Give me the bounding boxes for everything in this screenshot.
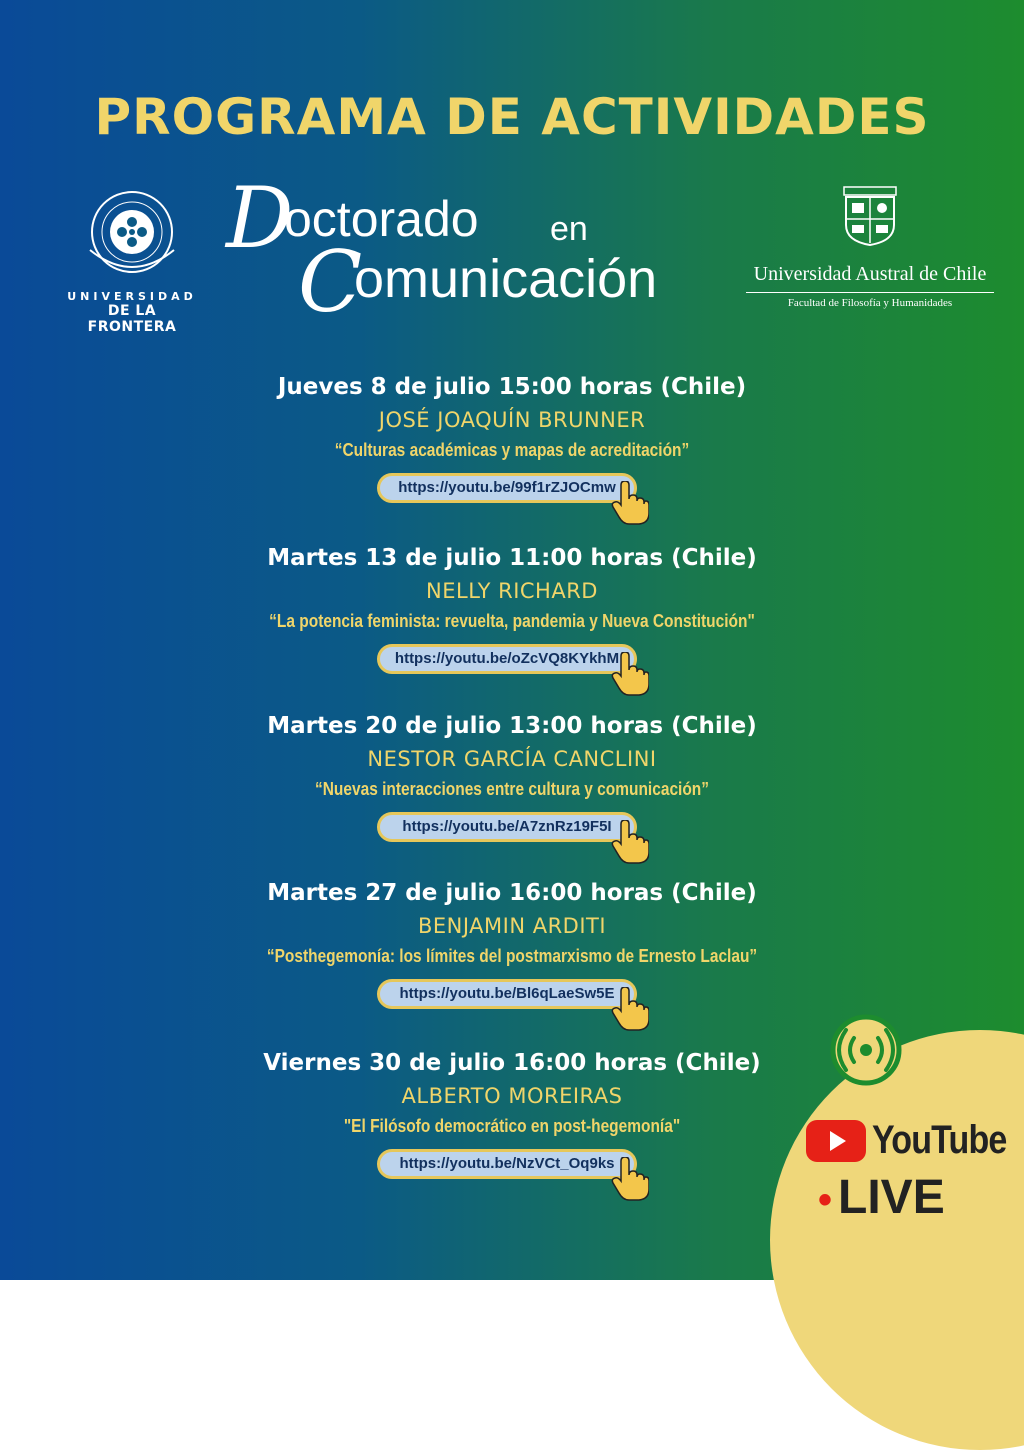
pointing-hand-icon bbox=[609, 820, 649, 864]
live-text: LIVE bbox=[838, 1171, 945, 1224]
uach-faculty: Facultad de Filosofía y Humanidades bbox=[787, 297, 953, 309]
event-link-button[interactable] bbox=[377, 812, 647, 852]
event-link-button[interactable] bbox=[377, 644, 647, 684]
event-talk: “Culturas académicas y mapas de acreditación” bbox=[334, 440, 690, 460]
event-link-button[interactable] bbox=[377, 473, 647, 513]
event-speaker: ALBERTO MOREIRAS bbox=[401, 1084, 623, 1108]
event-talk: “Posthegemonía: los límites del postmarxismo de Ernesto Laclau” bbox=[266, 946, 758, 966]
event-date: Martes 20 de julio 13:00 horas (Chile) bbox=[267, 713, 757, 739]
doctorado-logo bbox=[226, 170, 746, 330]
live-dot: • bbox=[818, 1178, 833, 1222]
event-link[interactable]: https://youtu.be/A7znRz19F5I bbox=[377, 812, 637, 842]
event-link[interactable]: https://youtu.be/99f1rZJOCmw bbox=[377, 473, 637, 503]
event-link[interactable]: https://youtu.be/NzVCt_Oq9ks bbox=[377, 1149, 637, 1179]
event-link-button[interactable] bbox=[377, 979, 647, 1019]
uach-logo bbox=[746, 185, 994, 309]
doctorado-initial-d: D bbox=[226, 169, 294, 267]
doctorado-en: en bbox=[550, 210, 588, 248]
ufro-line1: UNIVERSIDAD bbox=[67, 290, 197, 303]
event-talk: “La potencia feminista: revuelta, pandemia y Nueva Constitución" bbox=[269, 611, 755, 631]
ufro-logo bbox=[62, 188, 202, 335]
event-talk: “Nuevas interacciones entre cultura y comunicación” bbox=[314, 779, 710, 799]
event-link[interactable]: https://youtu.be/Bl6qLaeSw5E bbox=[377, 979, 637, 1009]
event-4 bbox=[0, 880, 1024, 1019]
event-date: Martes 13 de julio 11:00 horas (Chile) bbox=[267, 545, 757, 571]
comunicacion-initial-c: C bbox=[298, 233, 363, 331]
event-1 bbox=[0, 374, 1024, 513]
event-speaker: NELLY RICHARD bbox=[426, 579, 598, 603]
event-2 bbox=[0, 545, 1024, 684]
youtube-play-icon bbox=[806, 1120, 866, 1162]
uach-divider bbox=[746, 292, 994, 293]
event-speaker: NESTOR GARCÍA CANCLINI bbox=[367, 747, 657, 771]
pointing-hand-icon bbox=[609, 481, 649, 525]
event-speaker: BENJAMIN ARDITI bbox=[417, 914, 607, 938]
youtube-wordmark: YouTube bbox=[872, 1118, 1007, 1162]
event-link-button[interactable] bbox=[377, 1149, 647, 1189]
uach-shield-icon bbox=[840, 185, 900, 247]
event-talk: "El Filósofo democrático en post-hegemonía" bbox=[343, 1116, 681, 1136]
doctorado-word: octorado bbox=[284, 191, 479, 247]
event-3 bbox=[0, 713, 1024, 852]
uach-name: Universidad Austral de Chile bbox=[753, 263, 987, 285]
event-date: Martes 27 de julio 16:00 horas (Chile) bbox=[267, 880, 757, 906]
comunicacion-word: omunicación bbox=[354, 249, 658, 309]
ufro-line2: DE LA FRONTERA bbox=[87, 303, 177, 335]
page-title: PROGRAMA DE ACTIVIDADES bbox=[94, 88, 930, 146]
event-speaker: JOSÉ JOAQUÍN BRUNNER bbox=[378, 408, 646, 432]
pointing-hand-icon bbox=[609, 652, 649, 696]
ufro-seal-icon bbox=[84, 188, 180, 280]
pointing-hand-icon bbox=[609, 1157, 649, 1201]
pointing-hand-icon bbox=[609, 987, 649, 1031]
event-date: Jueves 8 de julio 15:00 horas (Chile) bbox=[277, 374, 747, 400]
live-label bbox=[818, 1170, 945, 1225]
youtube-brand bbox=[806, 1118, 1024, 1163]
event-date: Viernes 30 de julio 16:00 horas (Chile) bbox=[263, 1050, 761, 1076]
broadcast-icon bbox=[818, 1012, 914, 1092]
event-link[interactable]: https://youtu.be/oZcVQ8KYkhM bbox=[377, 644, 637, 674]
